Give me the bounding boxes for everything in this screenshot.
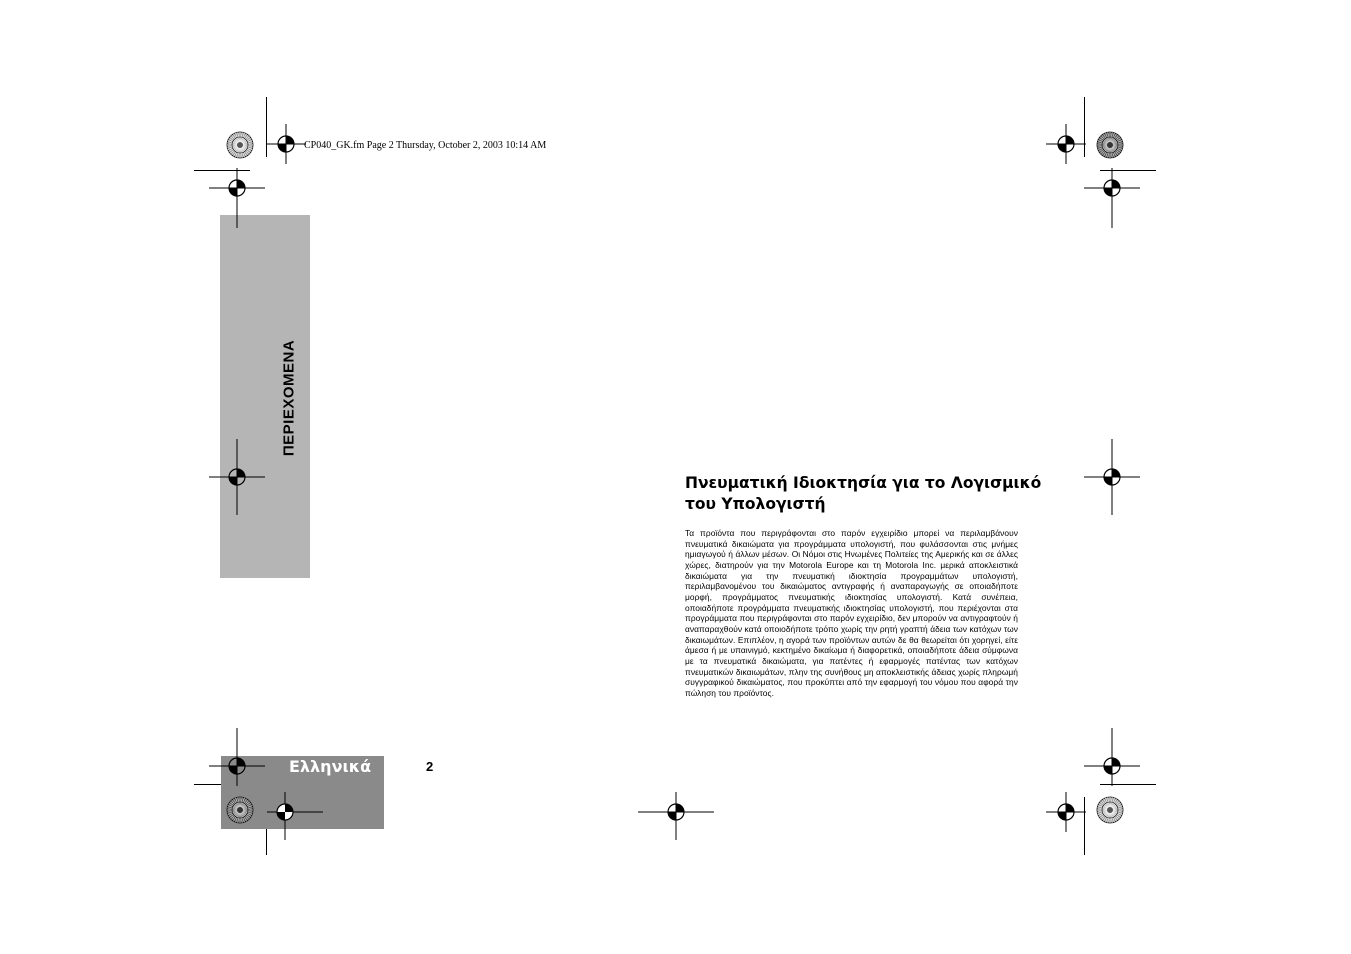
registration-crosshair-icon [217,457,257,497]
registration-crosshair-icon [217,168,257,208]
page-number: 2 [426,759,434,774]
starburst-target-icon [1096,131,1124,159]
language-label: Ελληνικά [289,757,372,776]
side-tab-label: ΠΕΡΙΕΧΟΜΕΝΑ [280,339,298,457]
section-heading: Πνευματική Ιδιοκτησία για το Λογισμικό του Υπολογιστή [685,474,1042,513]
registration-crosshair-icon [656,792,696,832]
starburst-target-icon [226,796,254,824]
registration-crosshair-icon [265,792,305,832]
registration-crosshair-icon [1092,457,1132,497]
print-header: CP040_GK.fm Page 2 Thursday, October 2, 2003 10:14 AM [304,140,547,151]
registration-crosshair-icon [1046,124,1086,164]
registration-crosshair-icon [266,124,306,164]
registration-crosshair-icon [1046,792,1086,832]
body-paragraph: Τα προϊόντα που περιγράφονται στο παρόν εγχειρίδιο μπορεί να περιλαμβάνουν πνευματικά δικαιώματα για προγράμματα υπολογιστή, που φυλάσσονται στις μνήμες ημιαγωγού ή άλλων μέσων. Οι Νόμοι στις Ηνωμένες Πολιτείες της Αμερικής και σε άλλες χώρες, διατηρούν για την Motorola Europe και τη Motorola Inc. μερικά αποκλειστικά δικαιώματα για την πνευματική ιδιοκτησία προγραμμάτων υπολογιστή, περιλαμβανομένου του δικαιώματος αντιγραφής ή αναπαραγωγής σε οποιαδήποτε μορφή, προγράμματος πνευματικής ιδιοκτησίας υπολογιστή. Κατά συνέπεια, οποιαδήποτε προγράμματα πνευματικής ιδιοκτησίας υπολογιστή, που περιέχονται στα προγράμματα που περιγράφονται στο παρόν εγχειρίδιο, δεν μπορούν να αντιγραφτούν ή αναπαραχθούν κατά οποιοδήποτε τρόπο χωρίς την ρητή γραπτή άδεια των κατόχων των δικαιωμάτων. Επιπλέον, η αγορά των προϊόντων αυτών δε θα θεωρείται ότι χορηγεί, είτε άμεσα ή με υπαινιγμό, κεκτημένο δικαίωμα ή διαφορετικά, οποιαδήποτε άδεια σύμφωνα με τα πνευματικά δικαιώματα, για πατέντες ή εφαρμογές πατέντας των κατόχων πνευματικών δικαιωμάτων, πλην της συνήθους μη αποκλειστικής άδειας χωρίς πληρωμή συγγραφικού δικαιώματος, που προκύπτει από την εφαρμογή του νόμου που αφορά την πώληση του προϊόντος. [685,528,1018,698]
registration-crosshair-icon [1092,746,1132,786]
starburst-target-icon [226,131,254,159]
registration-crosshair-icon [217,746,257,786]
starburst-target-icon [1096,796,1124,824]
registration-crosshair-icon [1092,168,1132,208]
